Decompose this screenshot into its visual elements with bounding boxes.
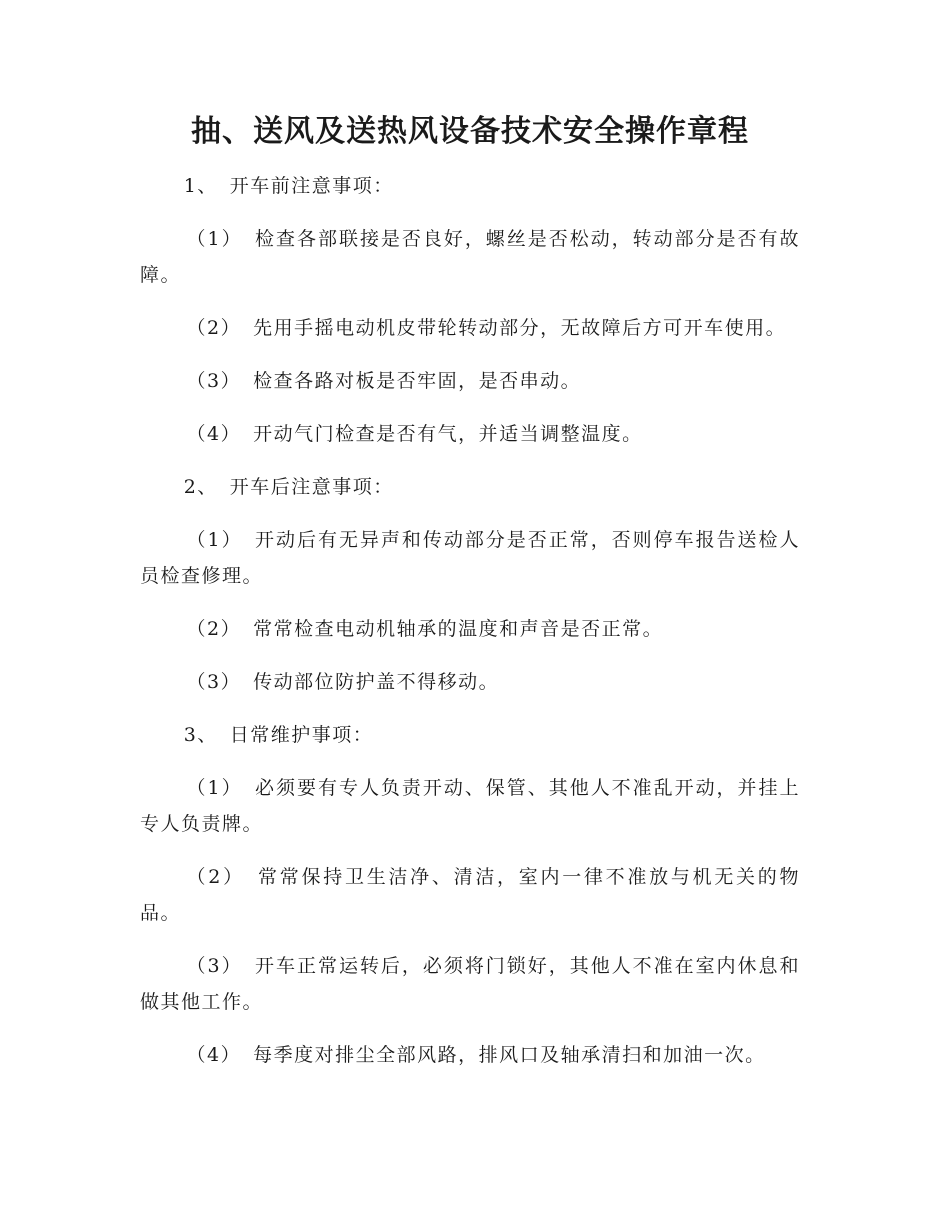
section-number: 3、 <box>183 724 218 746</box>
item-number: （4） <box>186 1044 242 1066</box>
list-item <box>140 664 800 700</box>
list-item <box>140 1037 800 1073</box>
document-body <box>140 168 800 1090</box>
item-text: 开动后有无异声和传动部分是否正常，否则停车报告送检人员检查修理。 <box>140 529 800 587</box>
item-number: （3） <box>186 955 243 977</box>
section-text: 开车后注意事项： <box>229 476 394 498</box>
section-number: 2、 <box>183 476 218 498</box>
section-text: 开车前注意事项： <box>229 175 394 197</box>
section-heading-2 <box>140 469 800 505</box>
item-number: （4） <box>186 423 242 445</box>
item-text: 先用手摇电动机皮带轮转动部分，无故障后方可开车使用。 <box>253 317 787 339</box>
item-number: （3） <box>186 671 242 693</box>
item-number: （2） <box>186 317 242 339</box>
item-text: 必须要有专人负责开动、保管、其他人不准乱开动，并挂上专人负责牌。 <box>140 777 800 835</box>
list-item <box>140 363 800 399</box>
item-text: 常常检查电动机轴承的温度和声音是否正常。 <box>253 618 664 640</box>
item-number: （2） <box>186 618 242 640</box>
item-text: 开车正常运转后，必须将门锁好，其他人不准在室内休息和做其他工作。 <box>140 955 800 1013</box>
list-item <box>140 221 800 293</box>
item-text: 检查各部联接是否良好，螺丝是否松动，转动部分是否有故障。 <box>140 228 800 286</box>
item-number: （1） <box>186 529 243 551</box>
section-heading-3 <box>140 717 800 753</box>
list-item <box>140 948 800 1020</box>
item-text: 检查各路对板是否牢固，是否串动。 <box>253 370 582 392</box>
list-item <box>140 416 800 452</box>
item-text: 常常保持卫生洁净、清洁，室内一律不准放与机无关的物品。 <box>140 866 800 924</box>
list-item <box>140 770 800 842</box>
item-number: （2） <box>186 866 245 888</box>
list-item <box>140 522 800 594</box>
section-text: 日常维护事项： <box>229 724 374 746</box>
item-text: 传动部位防护盖不得移动。 <box>253 671 500 693</box>
item-number: （3） <box>186 370 242 392</box>
item-text: 开动气门检查是否有气，并适当调整温度。 <box>253 423 643 445</box>
item-number: （1） <box>186 228 243 250</box>
list-item <box>140 859 800 931</box>
document-title: 抽、送风及送热风设备技术安全操作章程 <box>191 114 749 149</box>
section-heading-1 <box>140 168 800 204</box>
item-text: 每季度对排尘全部风路，排风口及轴承清扫和加油一次。 <box>253 1044 766 1066</box>
section-number: 1、 <box>183 175 218 197</box>
item-number: （1） <box>186 777 243 799</box>
list-item <box>140 611 800 647</box>
list-item <box>140 310 800 346</box>
document-page <box>140 0 800 1230</box>
